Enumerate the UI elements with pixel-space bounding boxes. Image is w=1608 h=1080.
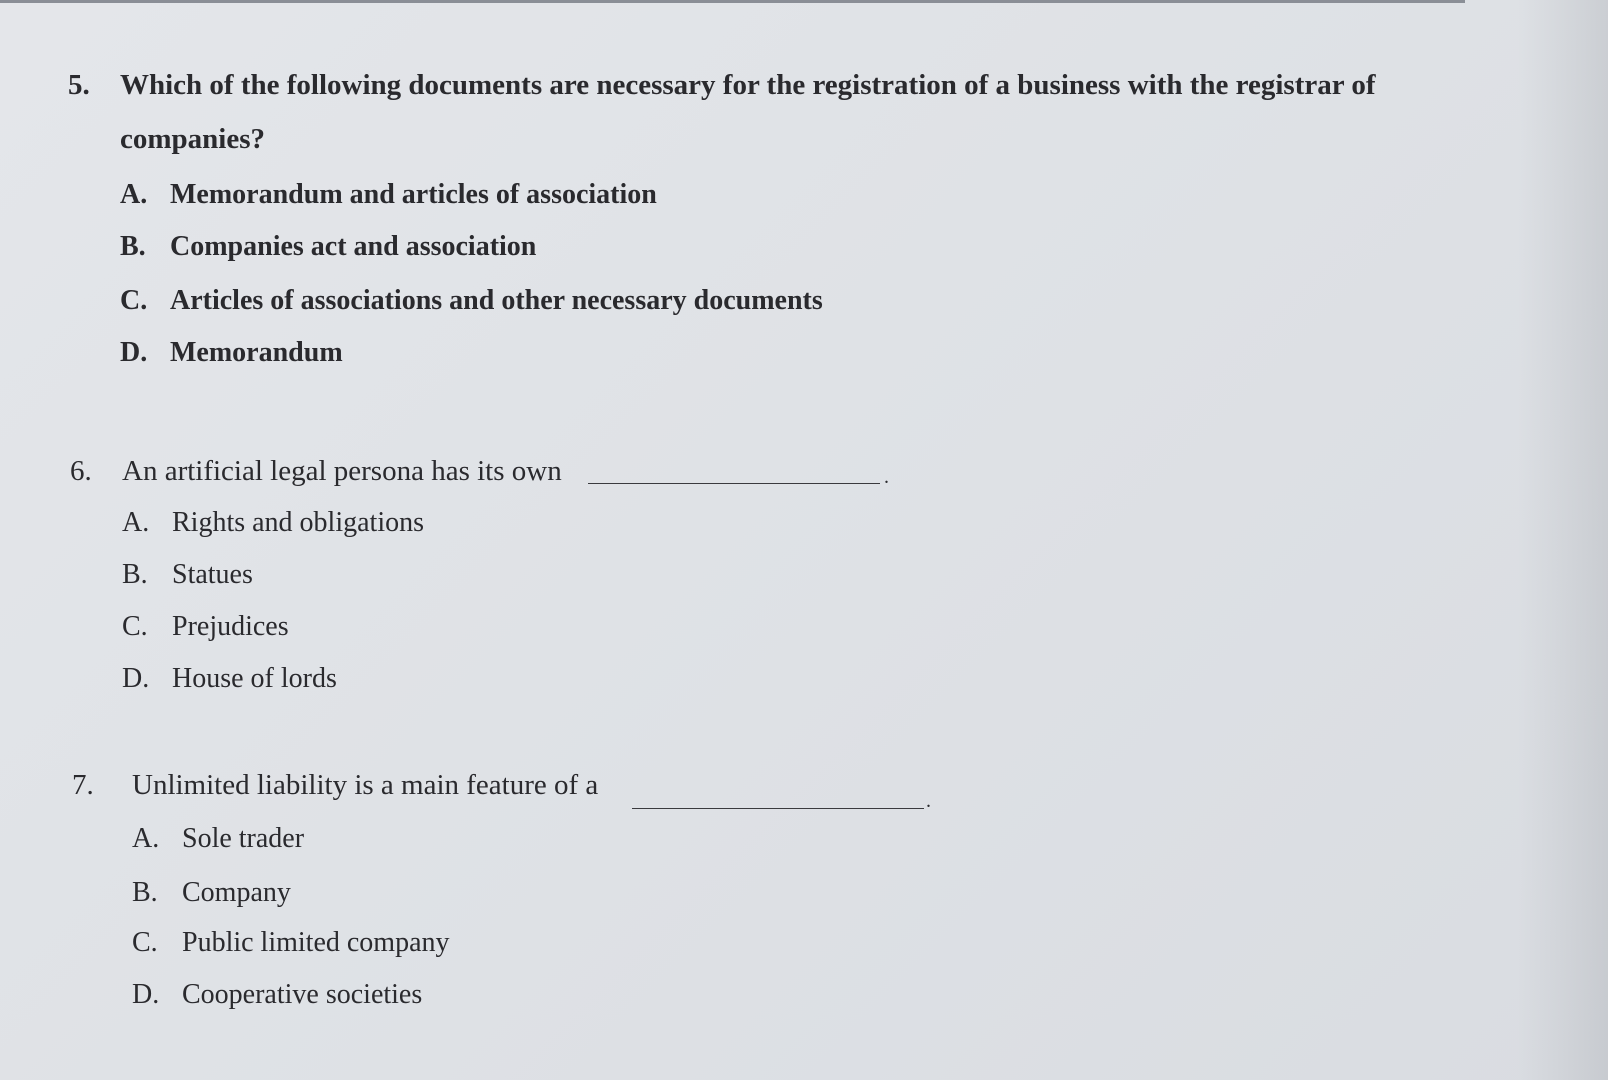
option-text: Cooperative societies (182, 979, 423, 1010)
option-text: Sole trader (182, 823, 305, 854)
option-text: Rights and obligations (172, 507, 424, 538)
option-letter: C. (120, 285, 148, 316)
option-text: Statues (172, 559, 253, 590)
option-letter: A. (120, 179, 148, 210)
option-text: Public limited company (182, 927, 450, 958)
question-number: 6. (70, 455, 92, 487)
option-letter: A. (122, 507, 150, 538)
option-letter: D. (120, 337, 148, 368)
screen-vignette (1518, 0, 1608, 1080)
blank-period: . (926, 790, 931, 812)
option-letter: D. (122, 663, 150, 694)
option-letter: B. (120, 231, 146, 262)
option-letter: B. (132, 877, 158, 908)
answer-blank[interactable] (632, 808, 924, 809)
answer-blank[interactable] (588, 483, 880, 484)
option-letter: B. (122, 559, 148, 590)
option-text: Companies act and association (170, 231, 537, 262)
question-text: An artificial legal persona has its own (122, 455, 562, 487)
question-text: Which of the following documents are necessary for the registration of a business with the registrar of (120, 69, 1376, 101)
option-text: Articles of associations and other necessary documents (170, 285, 823, 316)
option-letter: A. (132, 823, 160, 854)
option-text: Memorandum and articles of association (170, 179, 657, 210)
option-letter: C. (122, 611, 148, 642)
option-letter: D. (132, 979, 160, 1010)
option-text: House of lords (172, 663, 337, 694)
question-text-continued: companies? (120, 123, 265, 155)
blank-period: . (884, 466, 889, 488)
option-text: Memorandum (170, 337, 343, 368)
option-letter: C. (132, 927, 158, 958)
question-number: 5. (68, 69, 90, 101)
screen-top-edge (0, 0, 1465, 3)
option-text: Company (182, 877, 291, 908)
question-text: Unlimited liability is a main feature of a (132, 769, 599, 801)
question-number: 7. (72, 769, 94, 801)
option-text: Prejudices (172, 611, 289, 642)
